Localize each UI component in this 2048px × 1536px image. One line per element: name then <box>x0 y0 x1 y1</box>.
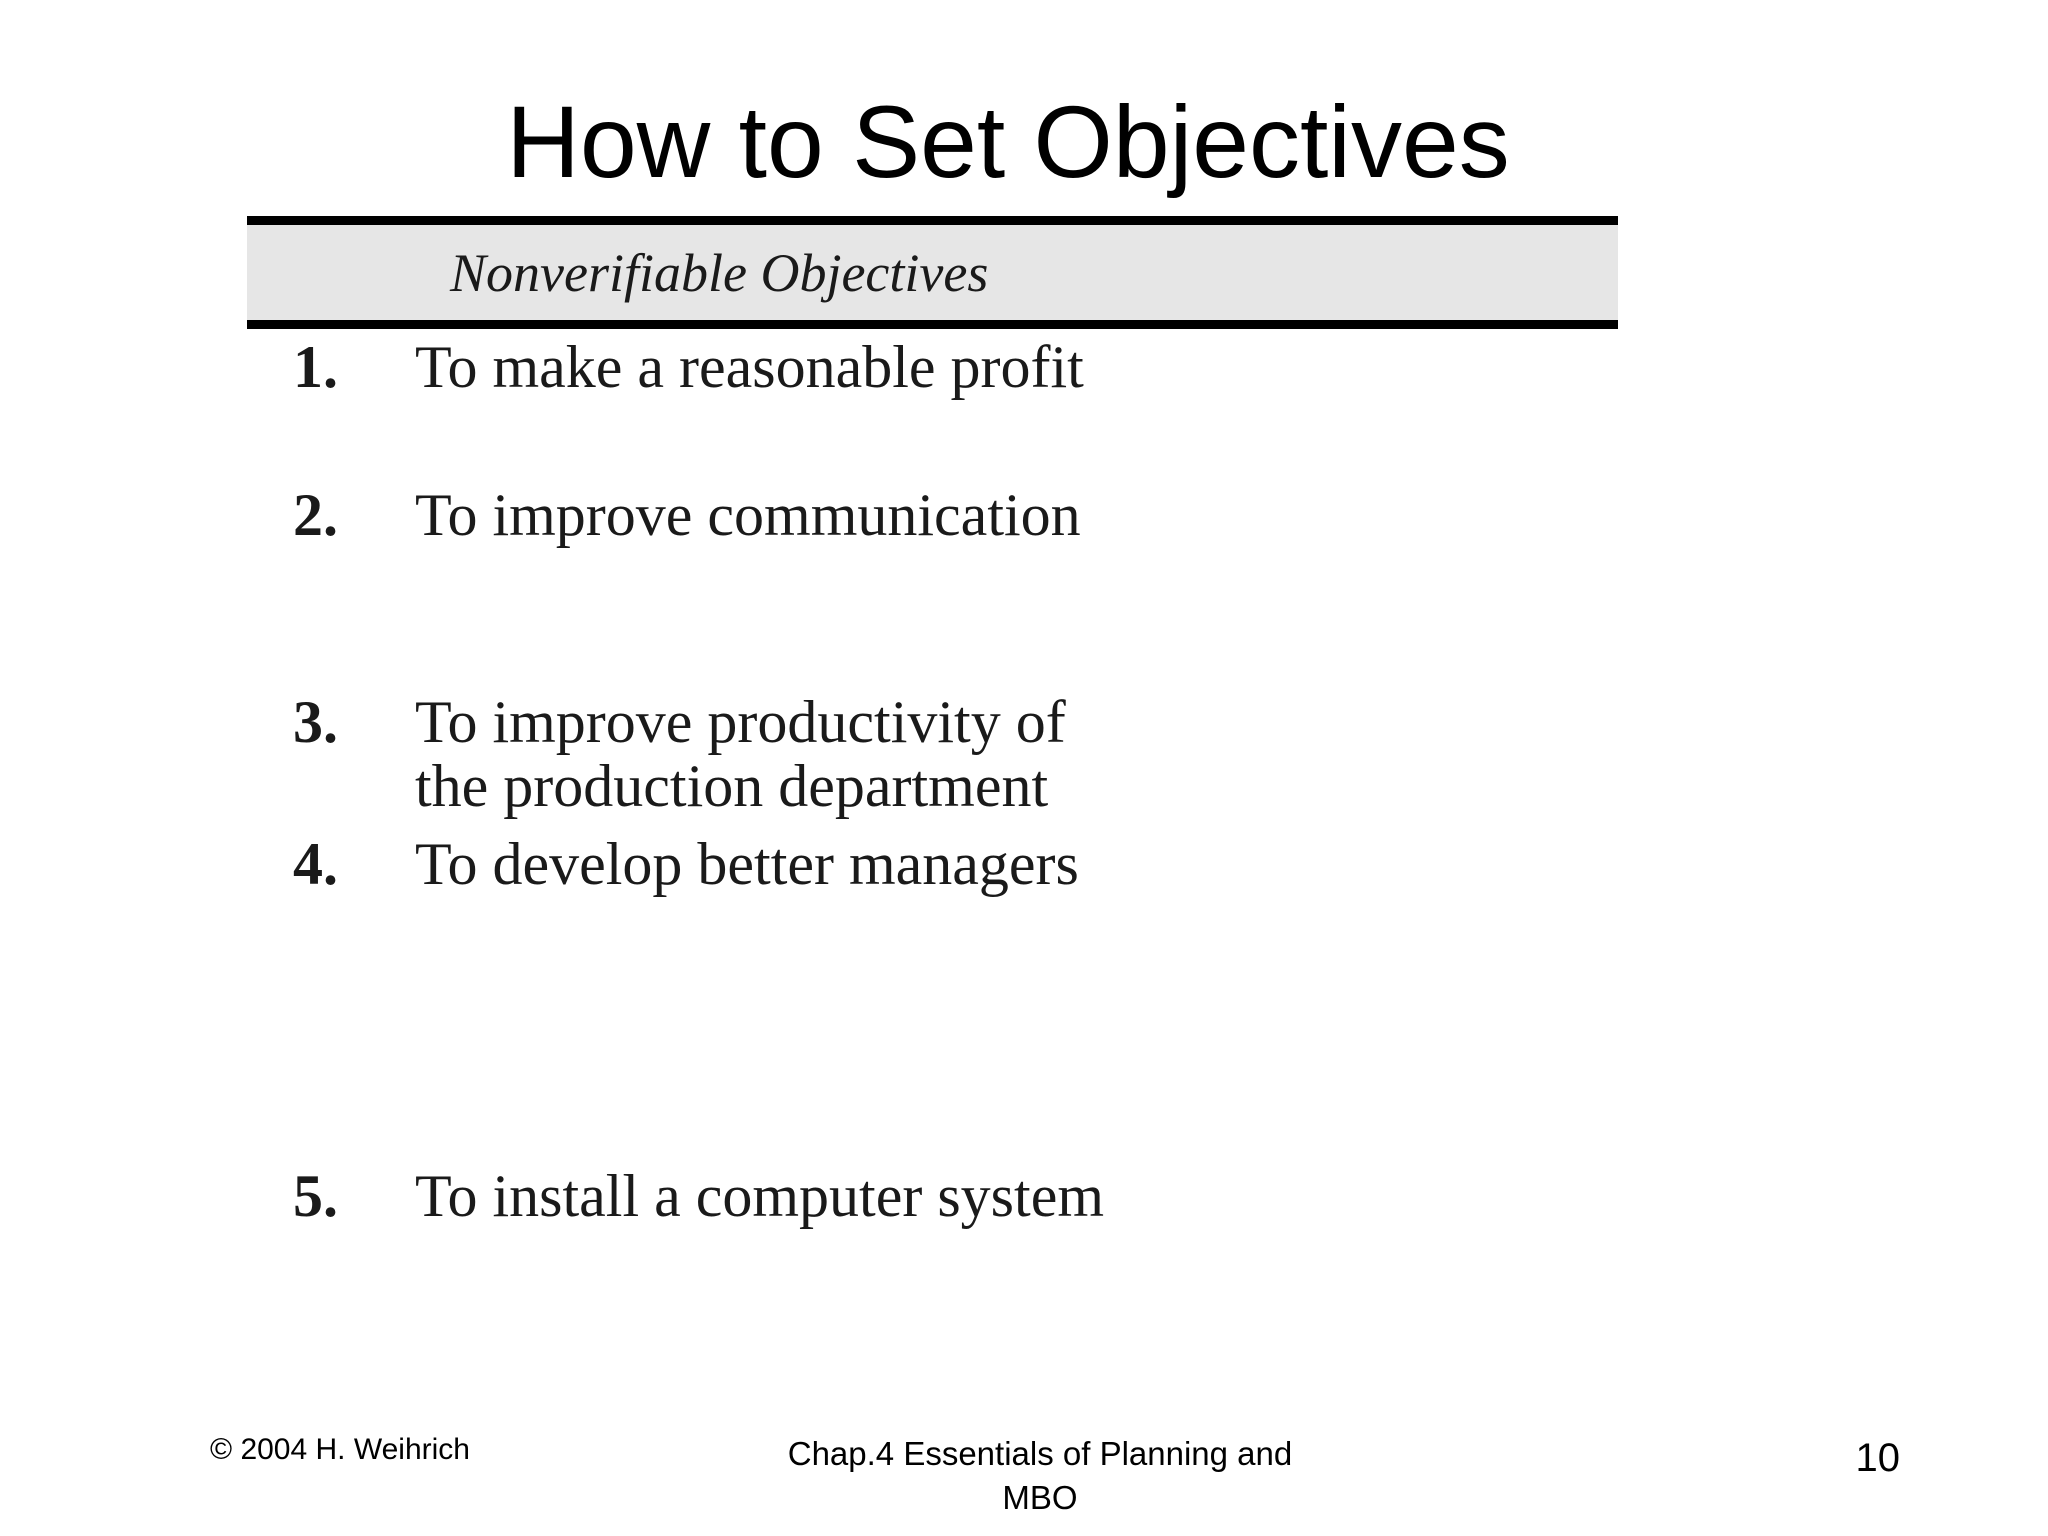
objectives-table-header <box>247 216 1618 329</box>
objective-number: 3. <box>293 689 338 755</box>
objective-item-5 <box>293 1164 1104 1228</box>
objective-number: 1. <box>293 334 338 400</box>
objective-number: 4. <box>293 831 338 897</box>
slide-title: How to Set Objectives <box>506 85 1510 199</box>
objective-text: To improve productivity of <box>415 689 1066 755</box>
objective-item-3 <box>293 690 1066 818</box>
objective-text-continued: the production department <box>415 753 1049 819</box>
footer-chapter-line-2: MBO <box>1002 1479 1078 1516</box>
footer-chapter-title <box>720 1432 1360 1520</box>
objective-number: 2. <box>293 482 338 548</box>
objective-text: To make a reasonable profit <box>415 334 1084 400</box>
footer-chapter-line-1: Chap.4 Essentials of Planning and <box>787 1435 1293 1472</box>
objective-text: To install a computer system <box>415 1163 1105 1229</box>
objective-text: To develop better managers <box>415 831 1079 897</box>
objective-item-1 <box>293 335 1084 399</box>
page-number: 10 <box>1855 1436 1900 1480</box>
footer-copyright: © 2004 H. Weihrich <box>210 1433 470 1466</box>
table-header-label: Nonverifiable Objectives <box>450 243 989 303</box>
objective-text: To improve communication <box>415 482 1081 548</box>
objective-number: 5. <box>293 1163 338 1229</box>
objective-item-2 <box>293 483 1081 547</box>
objective-item-4 <box>293 832 1079 896</box>
